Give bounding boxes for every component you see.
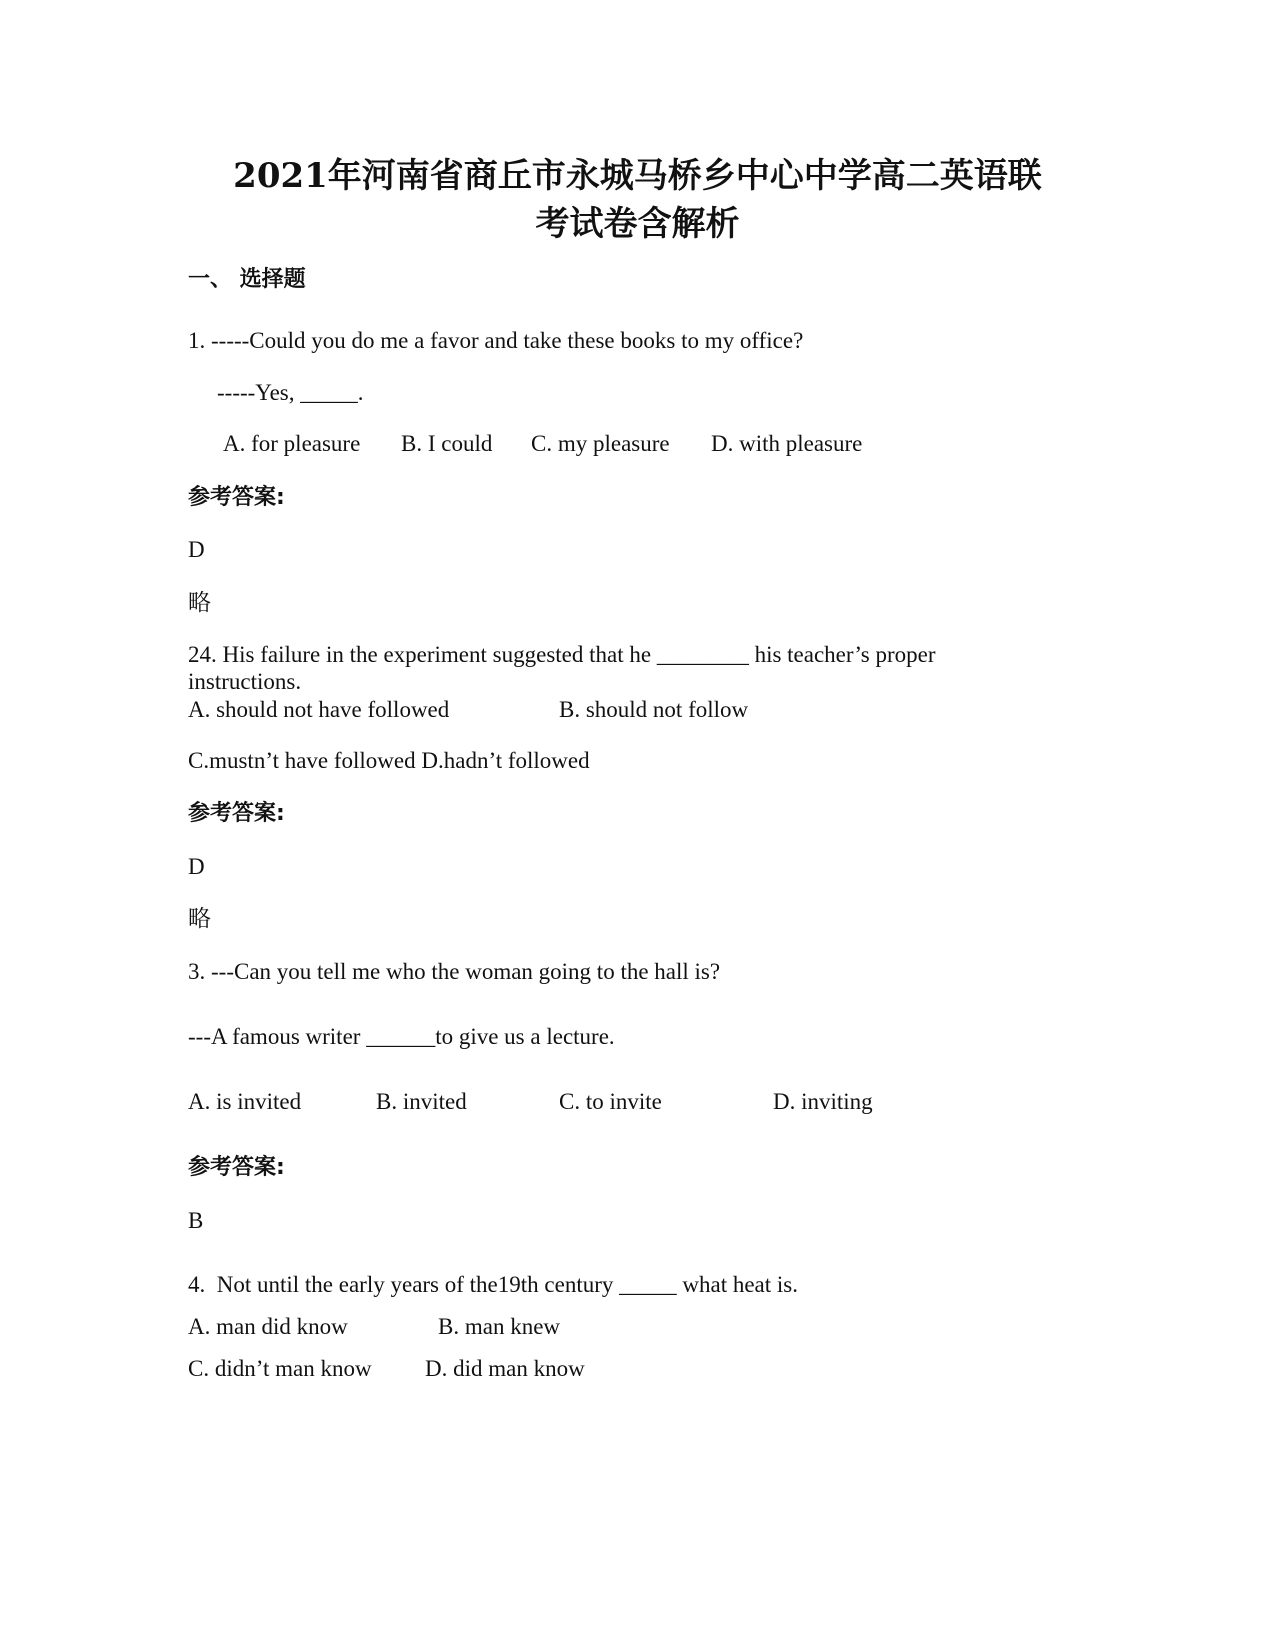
question-4-option-b: B. man knew — [438, 1314, 561, 1339]
question-3-response: ---A famous writer ______to give us a lecture. — [188, 1024, 615, 1049]
question-1-response: -----Yes, _____. — [217, 380, 364, 405]
question-3-answer-label: 参考答案: — [188, 1155, 285, 1180]
question-2-explanation: 略 — [188, 906, 211, 932]
question-1-option-d: D. with pleasure — [711, 431, 863, 456]
question-2-option-c-d: C.mustn’t have followed D.hadn’t followed — [188, 748, 590, 773]
question-1-option-b: B. I could — [401, 431, 493, 456]
document-title-line-1: 2021年河南省商丘市永城马桥乡中心中学高二英语联 — [233, 156, 1042, 196]
question-3-stem: 3. ---Can you tell me who the woman going to the hall is? — [188, 959, 721, 984]
question-4-option-c: C. didn’t man know — [188, 1356, 372, 1381]
question-2-option-a: A. should not have followed — [188, 697, 450, 722]
question-1-option-a: A. for pleasure — [223, 431, 361, 456]
question-4-option-d: D. did man know — [425, 1356, 585, 1381]
question-1-answer-label: 参考答案: — [188, 485, 285, 510]
question-1-answer: D — [188, 537, 205, 562]
question-2-option-b: B. should not follow — [559, 697, 749, 722]
question-2-answer: D — [188, 854, 205, 879]
question-1-stem: 1. -----Could you do me a favor and take these books to my office? — [188, 328, 804, 353]
document-title-line-2: 考试卷含解析 — [535, 204, 740, 244]
question-3-option-a: A. is invited — [188, 1089, 302, 1114]
question-2-stem-continued: instructions. — [188, 669, 302, 694]
question-1-option-c: C. my pleasure — [531, 431, 670, 456]
question-4-stem: 4. Not until the early years of the19th century _____ what heat is. — [188, 1272, 798, 1297]
question-4-option-a: A. man did know — [188, 1314, 348, 1339]
section-heading: 一、 选择题 — [188, 267, 306, 292]
question-2-stem: 24. His failure in the experiment suggested that he ________ his teacher’s proper — [188, 642, 936, 667]
question-2-answer-label: 参考答案: — [188, 801, 285, 826]
question-3-option-b: B. invited — [376, 1089, 467, 1114]
question-3-option-c: C. to invite — [559, 1089, 662, 1114]
question-3-option-d: D. inviting — [773, 1089, 873, 1114]
question-1-explanation: 略 — [188, 590, 211, 616]
question-3-answer: B — [188, 1208, 204, 1233]
